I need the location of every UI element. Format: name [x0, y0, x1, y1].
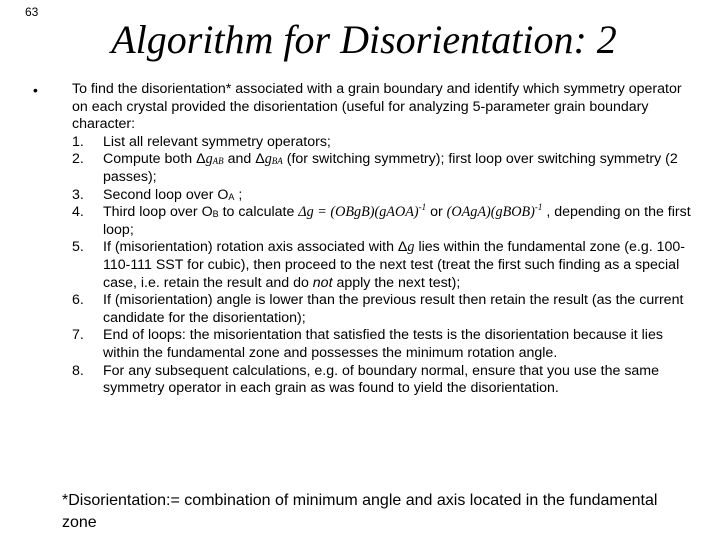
step-text: End of loops: the misorientation that satisfied the tests is the disorientation because it lies within the fundamental zone and possesses the minimum rotation angle.: [103, 327, 663, 361]
math-g: g: [264, 151, 272, 168]
exponent-second: -1: [534, 202, 543, 213]
bullet-marker: •: [33, 82, 38, 98]
subscript-b: B: [212, 209, 219, 220]
step-number: 2.: [72, 151, 84, 168]
step-text-post: (for switching symmetry); first loop over switching symmetry (2 passes);: [103, 151, 678, 185]
steps-list: [72, 134, 692, 398]
step-text: [103, 187, 692, 205]
step-number: 6.: [72, 292, 84, 309]
step-text-mid: to calculate: [218, 204, 299, 221]
step-text: If (misorientation) angle is lower than the previous result then retain the result (as the current candidate for the disorientation);: [103, 292, 684, 326]
step-text-and: and: [223, 151, 256, 168]
list-item: [72, 327, 692, 362]
list-item: [72, 363, 692, 398]
step-number: 1.: [72, 133, 84, 150]
step-text-pre: Second loop over O: [103, 186, 229, 203]
step-text: List all relevant symmetry operators;: [103, 133, 331, 150]
subscript-ba: BA: [271, 156, 283, 167]
step-number: 7.: [72, 327, 84, 344]
step-text-post: apply the next test);: [332, 274, 461, 291]
step-text-post: ;: [234, 186, 243, 203]
delta-symbol: Δ: [255, 151, 265, 168]
list-item: [72, 204, 692, 239]
formula-first: Δg = (OBgB)(gAOA): [298, 204, 419, 221]
subscript-ab: AB: [212, 156, 224, 167]
list-item: [72, 239, 692, 292]
delta-symbol: Δ: [397, 239, 408, 256]
slide-number: 63: [25, 5, 39, 19]
body-block: [72, 81, 692, 398]
step-text: For any subsequent calculations, e.g. of boundary normal, ensure that you use the same symmetry operator in each grain as was found to yield the disorientation.: [103, 362, 660, 397]
step-text: [103, 239, 692, 292]
exponent-first: -1: [418, 202, 427, 213]
formula-second: (OAgA)(gBOB): [446, 204, 535, 221]
list-item: [72, 292, 692, 327]
footnote: *Disorientation:= combination of minimum angle and axis located in the fundamental zone: [62, 492, 658, 531]
intro-text: To find the disorientation* associated with a grain boundary and identify which symmetry operator on each crystal provided the disorientation (useful for analyzing 5-parameter grain boundary character:: [72, 81, 682, 133]
step-text-pre: Compute both: [103, 151, 197, 168]
list-item: [72, 134, 692, 152]
step-text-post: , depending on the first loop;: [103, 204, 691, 238]
subscript-a: A: [228, 191, 235, 202]
delta-symbol: Δ: [196, 151, 206, 168]
step-text: [103, 151, 692, 186]
math-g: g: [205, 151, 213, 168]
step-text-pre: Third loop over O: [103, 204, 213, 221]
math-g: g: [407, 239, 415, 256]
list-item: [72, 187, 692, 205]
step-number: 8.: [72, 362, 84, 379]
list-item: [72, 151, 692, 186]
emphasis-not: not: [312, 274, 333, 291]
step-text: [103, 204, 692, 239]
step-number: 4.: [72, 204, 84, 221]
step-text-post: lies within the fundamental zone (e.g. 100-110-111 SST for cubic), then proceed to the next test (treat the first such finding as a special case, i.e. retain the result and do: [103, 239, 686, 291]
step-text-or: or: [426, 204, 447, 221]
step-number: 3.: [72, 186, 84, 203]
step-number: 5.: [72, 239, 84, 256]
slide-title: Algorithm for Disorientation: 2: [111, 17, 617, 62]
step-text-pre: If (misorientation) rotation axis associated with: [103, 239, 398, 256]
